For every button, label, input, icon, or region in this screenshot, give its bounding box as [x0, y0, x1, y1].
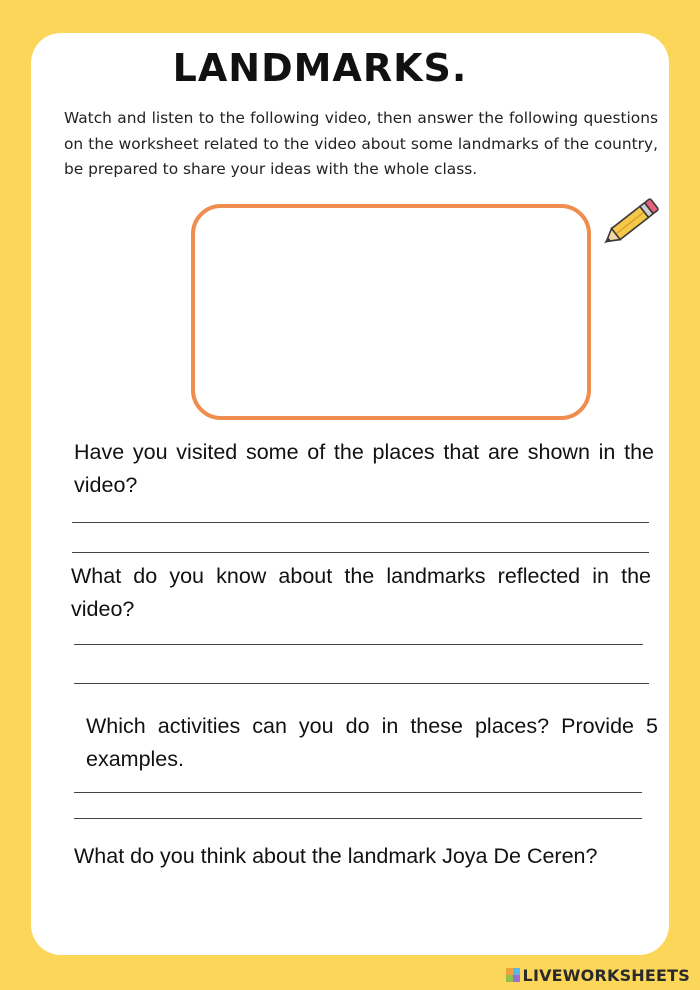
answer-line[interactable]: [74, 644, 643, 645]
question-1: Have you visited some of the places that are shown in the video?: [74, 440, 654, 497]
footer-brand[interactable]: [506, 965, 690, 985]
pencil-icon: [596, 190, 664, 256]
question-3: Which activities can you do in these places? Provide 5 examples.: [86, 714, 658, 771]
answer-line[interactable]: [72, 522, 649, 523]
question-2: What do you know about the landmarks reflected in the video?: [71, 564, 651, 621]
liveworksheets-logo-icon: [506, 968, 520, 982]
answer-line[interactable]: [74, 818, 642, 819]
answer-line[interactable]: [74, 792, 642, 793]
video-frame[interactable]: [191, 204, 591, 420]
question-4: What do you think about the landmark Joya De Ceren?: [74, 844, 598, 868]
intro-text: Watch and listen to the following video, then answer the following questions on the worksheet related to the video about some landmarks of the country, be prepared to share your ideas with the whole class.: [64, 109, 658, 178]
answer-line[interactable]: [72, 552, 649, 553]
page-title: LANDMARKS.: [172, 46, 468, 90]
answer-line[interactable]: [74, 683, 649, 684]
footer-brand-text: LIVEWORKSHEETS: [522, 965, 690, 985]
